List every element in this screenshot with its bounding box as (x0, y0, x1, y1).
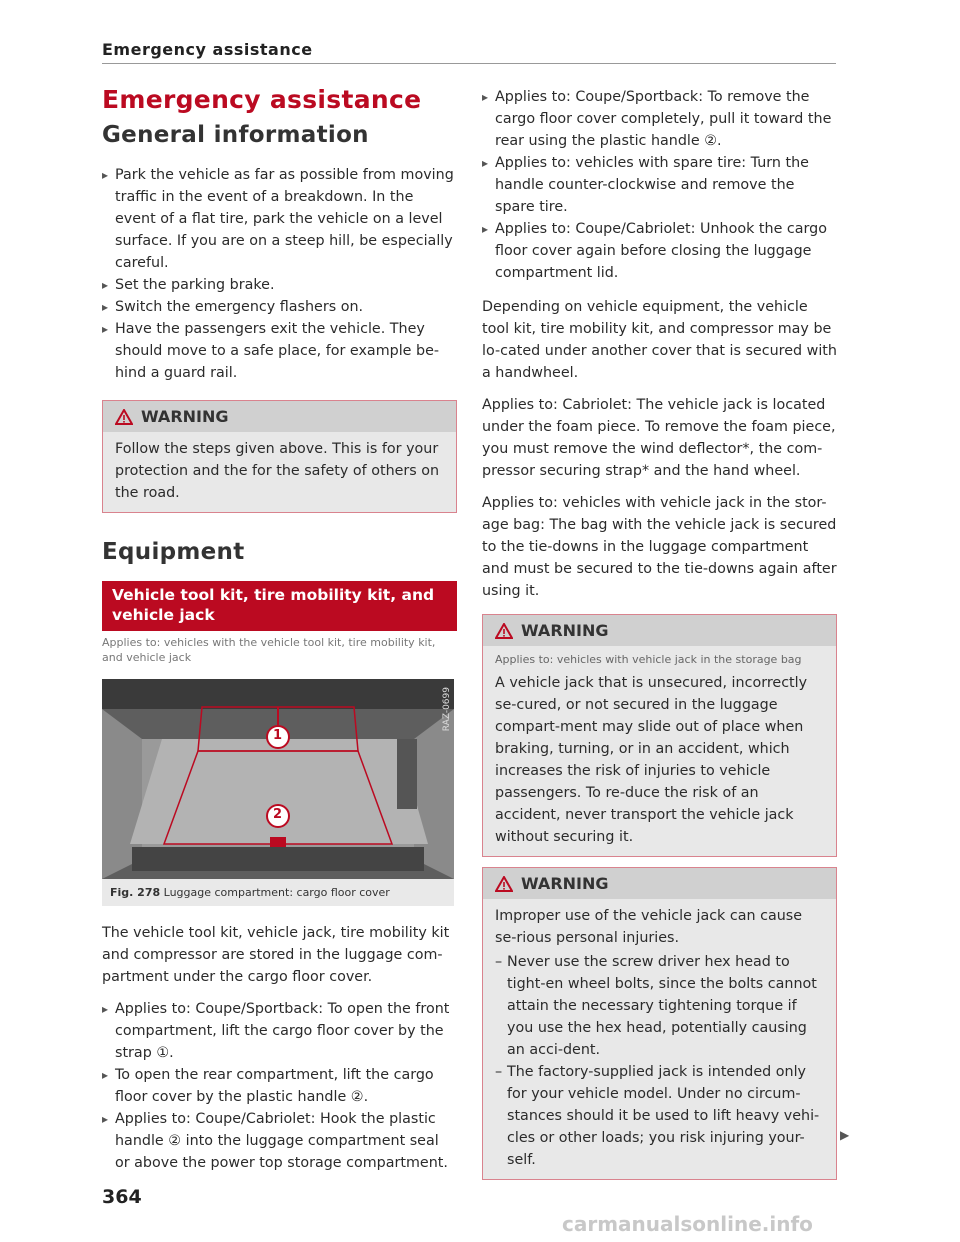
subsection-bar: Vehicle tool kit, tire mobility kit, and vehicle jack (102, 581, 457, 631)
paragraph: Applies to: vehicles with vehicle jack in the stor-age bag: The bag with the vehicle jack is secured to the tie-downs in the luggage compartment and must be secured to the tie-downs again after using it. (482, 495, 837, 599)
warning-list (495, 951, 824, 1171)
warning-triangle-icon (495, 623, 513, 639)
paragraph: Depending on vehicle equipment, the vehicle tool kit, tire mobility kit, and compressor may be lo-cated under another cover that is secured with a handwheel. (482, 299, 837, 381)
warning-body (483, 899, 836, 1179)
list-item: ▸ To open the rear compartment, lift the cargo floor cover by the plastic handle ②. (102, 1064, 457, 1108)
list-item: ▸ Applies to: Coupe/Cabriolet: Unhook the cargo floor cover again before closing the luggage compartment lid. (482, 218, 837, 284)
figure-code: RAZ-0699 (442, 687, 452, 732)
list-item: ▸ Applies to: vehicles with spare tire: Turn the handle counter-clockwise and remove the spare tire. (482, 152, 837, 218)
list-item: – The factory-supplied jack is intended only for your vehicle model. Under no circum-stances should it be used to lift heavy vehi-cles or other loads; you risk injuring your-self. (495, 1061, 824, 1171)
luggage-figure (102, 679, 454, 879)
warning-applies: Applies to: vehicles with vehicle jack in the storage bag (495, 653, 802, 666)
marker-2: 2 (273, 807, 283, 822)
list-item: ▸ Switch the emergency flashers on. (102, 296, 457, 318)
list-item: ▸ Set the parking brake. (102, 274, 457, 296)
section-title: General information (102, 122, 369, 148)
general-steps (102, 164, 457, 384)
luggage-illustration (102, 679, 454, 879)
warning-box (482, 867, 837, 1180)
page-number: 364 (102, 1186, 142, 1208)
continue-arrow-icon: ▶ (840, 1128, 850, 1142)
warning-title: WARNING (521, 621, 609, 640)
marker-1: 1 (273, 728, 283, 743)
list-item: ▸ Applies to: Coupe/Sportback: To remove the cargo floor cover completely, pull it toward the rear using the plastic handle ②. (482, 86, 837, 152)
warning-header (483, 868, 836, 899)
right-column (482, 86, 837, 1180)
chapter-title: Emergency assistance (102, 85, 422, 114)
warning-triangle-icon (495, 876, 513, 892)
caption-label: Fig. 278 (110, 886, 161, 899)
list-item: ▸ Applies to: Coupe/Sportback: To open the front compartment, lift the cargo floor cover by the strap ①. (102, 998, 457, 1064)
warning-triangle-icon (115, 409, 133, 425)
left-column (102, 82, 457, 1174)
applies-note: Applies to: vehicles with the vehicle tool kit, tire mobility kit, and vehicle jack (102, 636, 436, 664)
watermark: carmanualsonline.info (562, 1212, 813, 1236)
warning-box (482, 614, 837, 857)
warning-title: WARNING (141, 407, 229, 426)
figure-caption (102, 879, 454, 906)
warning-body (483, 646, 836, 856)
paragraph: The vehicle tool kit, vehicle jack, tire mobility kit and compressor are stored in the luggage com-partment under the cargo floor cover. (102, 925, 450, 985)
warning-header (483, 615, 836, 646)
equipment-title: Equipment (102, 539, 245, 565)
warning-title: WARNING (521, 874, 609, 893)
caption-text: Luggage compartment: cargo floor cover (163, 886, 390, 899)
header-rule (102, 63, 836, 64)
warning-text: A vehicle jack that is unsecured, incorrectly se-cured, or not secured in the luggage compart-ment may slide out of place when braking, turning, or in an accident, which increases the risk of injuries to vehicle passengers. To re-duce the risk of an accident, never transport the vehicle jack without securing it. (495, 675, 808, 845)
equipment-steps (102, 998, 457, 1174)
running-header: Emergency assistance (102, 40, 313, 59)
warning-box (102, 400, 457, 513)
list-item: – Never use the screw driver hex head to tight-en wheel bolts, since the bolts cannot attain the necessary tightening torque if you use the hex head, potentially causing an acci-dent. (495, 951, 824, 1061)
right-steps (482, 86, 837, 284)
warning-text: Improper use of the vehicle jack can cause se-rious personal injuries. (495, 908, 803, 946)
list-item: ▸ Park the vehicle as far as possible from moving traffic in the event of a breakdown. In the event of a flat tire, park the vehicle on a level surface. If you are on a steep hill, be especially careful. (102, 164, 457, 274)
list-item: ▸ Applies to: Coupe/Cabriolet: Hook the plastic handle ② into the luggage compartment seal or above the power top storage compartment. (102, 1108, 457, 1174)
list-item: ▸ Have the passengers exit the vehicle. They should move to a safe place, for example be-hind a guard rail. (102, 318, 457, 384)
paragraph: Applies to: Cabriolet: The vehicle jack is located under the foam piece. To remove the foam piece, you must remove the wind deflector*, the com-pressor securing strap* and the hand wheel. (482, 397, 836, 479)
warning-header (103, 401, 456, 432)
warning-text: Follow the steps given above. This is for your protection and the for the safety of others on the road. (115, 441, 440, 501)
